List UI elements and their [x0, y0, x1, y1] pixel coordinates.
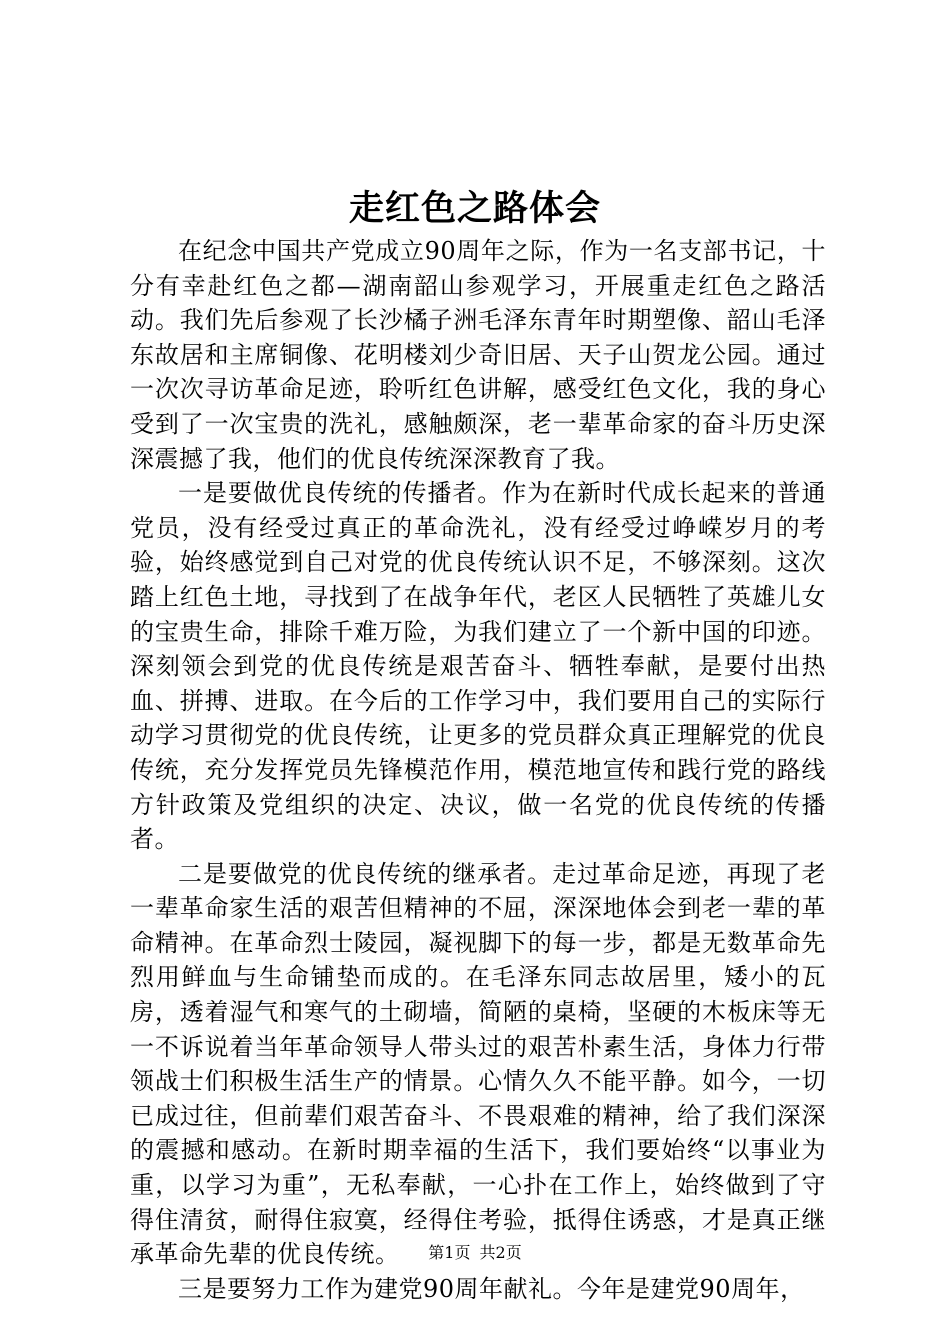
- page-footer: [0, 1241, 950, 1265]
- paragraph-point-one: 一是要做优良传统的传播者。作为在新时代成长起来的普通党员，没有经受过真正的革命洗礼，没有经受过峥嵘岁月的考验，始终感觉到自己对党的优良传统认识不足，不够深刻。这次踏上红色土地，寻找到了在战争年代，老区人民牺牲了英雄儿女的宝贵生命，排除千难万险，为我们建立了一个新中国的印迹。深刻领会到党的优良传统是艰苦奋斗、牺牲奉献，是要付出热血、拼搏、进取。在今后的工作学习中，我们要用自己的实际行动学习贯彻党的优良传统，让更多的党员群众真正理解党的优良传统，充分发挥党员先锋模范作用，模范地宣传和践行党的路线方针政策及党组织的决定、决议，做一名党的优良传统的传播者。: [130, 479, 826, 854]
- page-number: 第1页: [428, 1243, 471, 1262]
- paragraph-point-two: 二是要做党的优良传统的继承者。走过革命足迹，再现了老一辈革命家生活的艰苦但精神的不屈，深深地体会到老一辈的革命精神。在革命烈士陵园，凝视脚下的每一步，都是无数革命先烈用鲜血与生命铺垫而成的。在毛泽东同志故居里，矮小的瓦房，透着湿气和寒气的土砌墙，简陋的桌椅，坚硬的木板床等无一不诉说着当年革命领导人带头过的艰苦朴素生活，身体力行带领战士们积极生活生产的情景。心情久久不能平静。如今，一切已成过往，但前辈们艰苦奋斗、不畏艰难的精神，给了我们深深的震撼和感动。在新时期幸福的生活下，我们要始终“以事业为重，以学习为重”，无私奉献，一心扑在工作上，始终做到了守得住清贫，耐得住寂寞，经得住考验，抵得住诱惑，才是真正继承革命先辈的优良传统。: [130, 859, 826, 1269]
- page-total: 共2页: [479, 1243, 522, 1262]
- document-body: [130, 234, 826, 1306]
- paragraph-point-three: 三是要努力工作为建党90周年献礼。今年是建党90周年，: [178, 1274, 805, 1303]
- paragraph-intro: 在纪念中国共产党成立90周年之际，作为一名支部书记，十分有幸赴红色之都—湖南韶山参观学习，开展重走红色之路活动。我们先后参观了长沙橘子洲毛泽东青年时期塑像、韶山毛泽东故居和主席铜像、花明楼刘少奇旧居、天子山贺龙公园。通过一次次寻访革命足迹，聆听红色讲解，感受红色文化，我的身心受到了一次宝贵的洗礼，感触颇深，老一辈革命家的奋斗历史深深震撼了我，他们的优良传统深深教育了我。: [130, 237, 826, 473]
- document-title: 走红色之路体会: [348, 188, 601, 229]
